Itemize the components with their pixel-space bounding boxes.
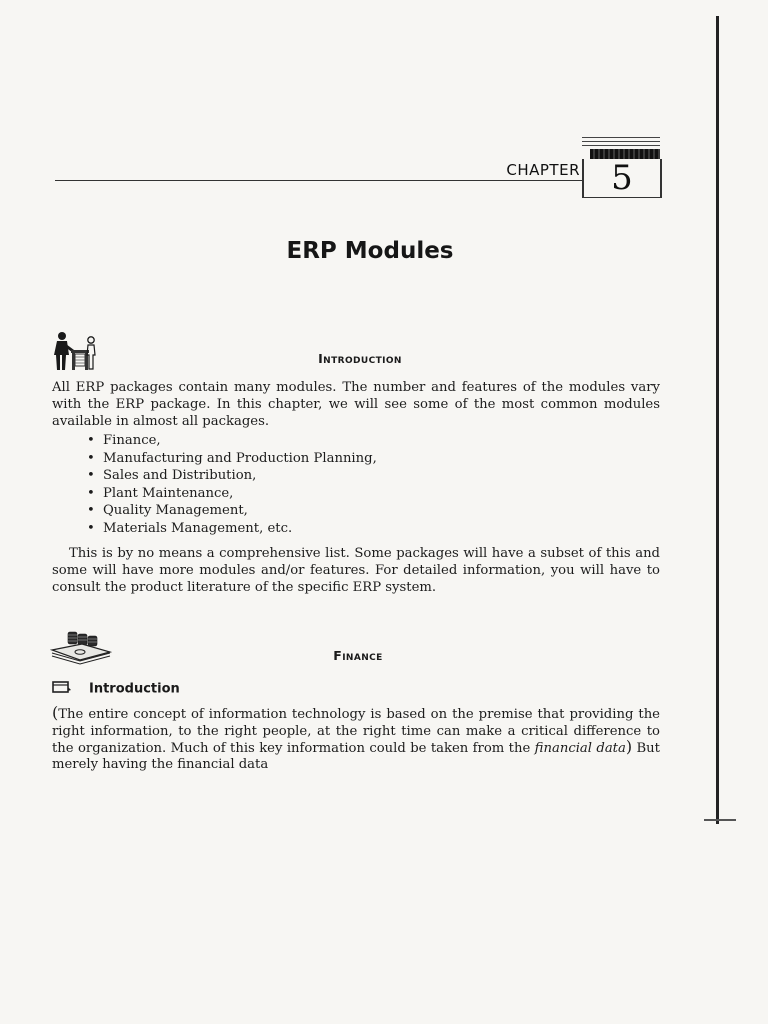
- intro-paragraph-1: All ERP packages contain many modules. The number and features of the modules vary with the ERP package. In this chapter, we will see some of the most common modules available in almost all packages.: [52, 380, 660, 429]
- intro-paragraph-2: This is by no means a comprehensive list. Some packages will have a subset of this and some will have more modules and/or features. For detailed information, you will have to consult the product literature of the specific ERP system.: [52, 546, 660, 595]
- chapter-rule: [55, 180, 583, 181]
- finance-paragraph: (The entire concept of information technology is based on the premise that providing the right information, to the right people, at the right time can make a critical difference to the organization. Much of this key information could be taken from the financial data) But merely having the financial data: [52, 703, 660, 773]
- money-stack-icon: [50, 628, 112, 666]
- module-list: [87, 432, 377, 538]
- intro-section-heading: Introduction: [318, 351, 402, 366]
- list-item: • Quality Management,: [87, 503, 248, 519]
- chapter-number: 5: [611, 158, 633, 198]
- list-item: • Sales and Distribution,: [87, 468, 257, 484]
- finance-subheading: Introduction: [52, 680, 180, 698]
- list-item: • Manufacturing and Production Planning,: [87, 450, 377, 466]
- list-item: • Plant Maintenance,: [87, 485, 234, 501]
- list-item: • Materials Management, etc.: [87, 520, 293, 536]
- list-item: • Finance,: [87, 433, 161, 448]
- people-at-desk-icon: [53, 330, 99, 372]
- page-spine-foot: [704, 819, 736, 821]
- page-title: ERP Modules: [286, 238, 454, 264]
- chapter-label: CHAPTER: [506, 161, 580, 179]
- handwritten-bracket: ): [625, 736, 633, 756]
- page-spine-line: [716, 16, 719, 824]
- handwritten-bracket: (: [52, 703, 59, 722]
- folder-tab-icon: [52, 680, 89, 698]
- finance-section-heading: Finance: [333, 648, 383, 663]
- chapter-number-box: [582, 137, 660, 198]
